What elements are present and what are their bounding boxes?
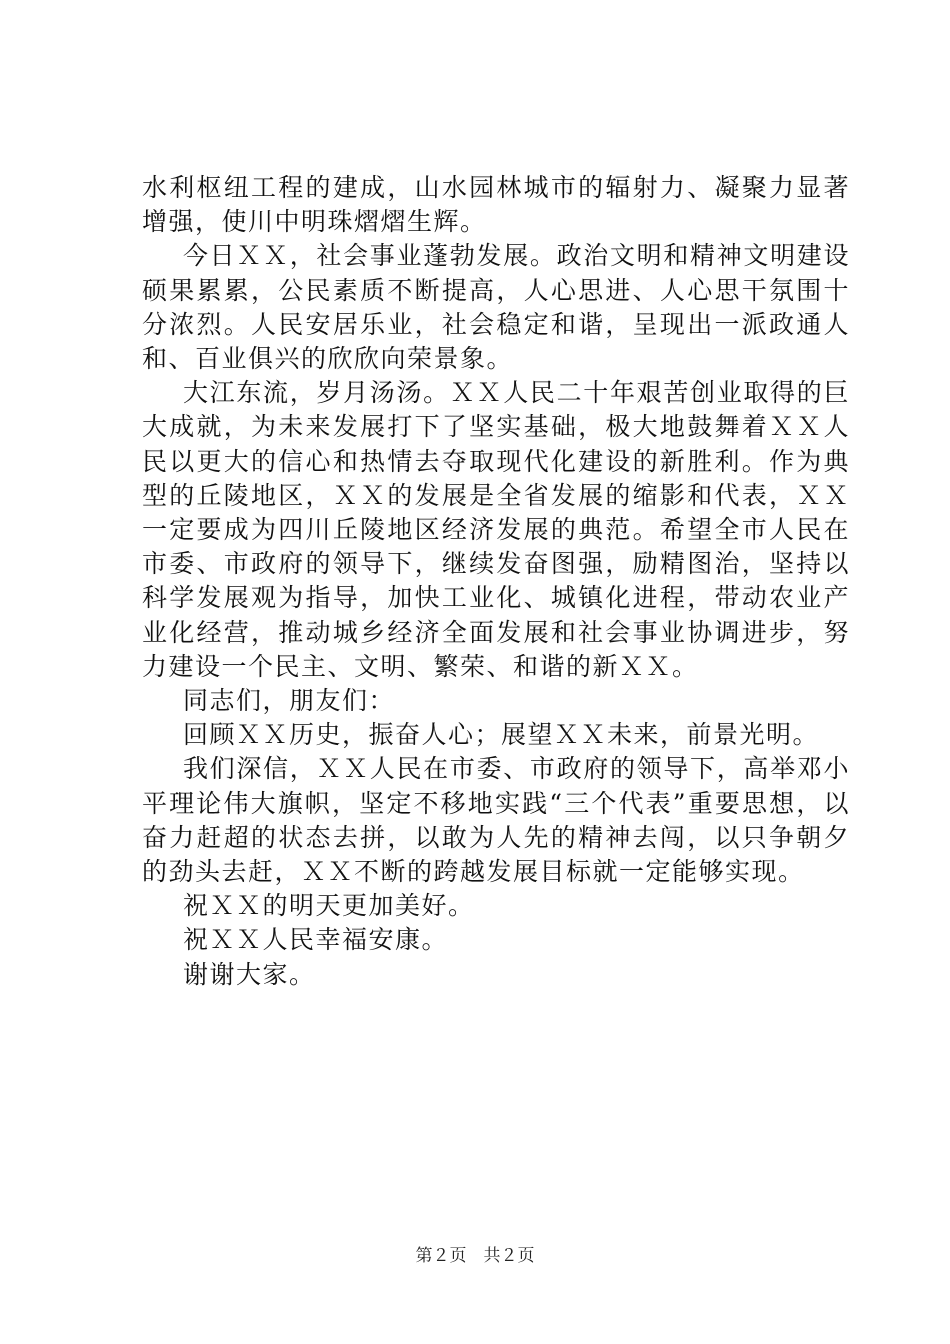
paragraph-future-outlook: 大江东流，岁月汤汤。ＸＸ人民二十年艰苦创业取得的巨大成就，为未来发展打下了坚实基础，极大地鼓舞着ＸＸ人民以更大的信心和热情去夺取现代化建设的新胜利。作为典型的丘陵地区，ＸＸ的发展是全省发展的缩影和代表，ＸＸ一定要成为四川丘陵地区经济发展的典范。希望全市人民在市委、市政府的领导下，继续发奋图强，励精图治，坚持以科学发展观为指导，加快工业化、城镇化进程，带动农业产业化经营，推动城乡经济全面发展和社会事业协调进步，努力建设一个民主、文明、繁荣、和谐的新ＸＸ。: [142, 378, 850, 681]
paragraph-wish-people: 祝ＸＸ人民幸福安康。: [183, 925, 449, 955]
paragraph-wish-future: 祝ＸＸ的明天更加美好。: [183, 891, 475, 921]
page-number-footer: 第２页 共２页: [415, 1246, 535, 1266]
paragraph-thanks: 谢谢大家。: [183, 959, 316, 989]
document-body: [142, 171, 850, 992]
paragraph-continuation: 水利枢纽工程的建成，山水园林城市的辐射力、凝聚力显著增强，使川中明珠熠熠生辉。: [142, 173, 850, 237]
paragraph-salutation: 同志们，朋友们：: [183, 686, 396, 716]
paragraph-belief: 我们深信，ＸＸ人民在市委、市政府的领导下，高举邓小平理论伟大旗帜，坚定不移地实践“三个代表”重要思想，以奋力赶超的状态去拼，以敢为人先的精神去闯，以只争朝夕的劲头去赶，ＸＸ不断的跨越发展目标就一定能够实现。: [142, 754, 850, 887]
paragraph-review: 回顾ＸＸ历史，振奋人心；展望ＸＸ未来，前景光明。: [183, 720, 820, 750]
paragraph-social-development: 今日ＸＸ，社会事业蓬勃发展。政治文明和精神文明建设硕果累累，公民素质不断提高，人心思进、人心思干氛围十分浓烈。人民安居乐业，社会稳定和谐，呈现出一派政通人和、百业俱兴的欣欣向荣景象。: [142, 241, 850, 374]
